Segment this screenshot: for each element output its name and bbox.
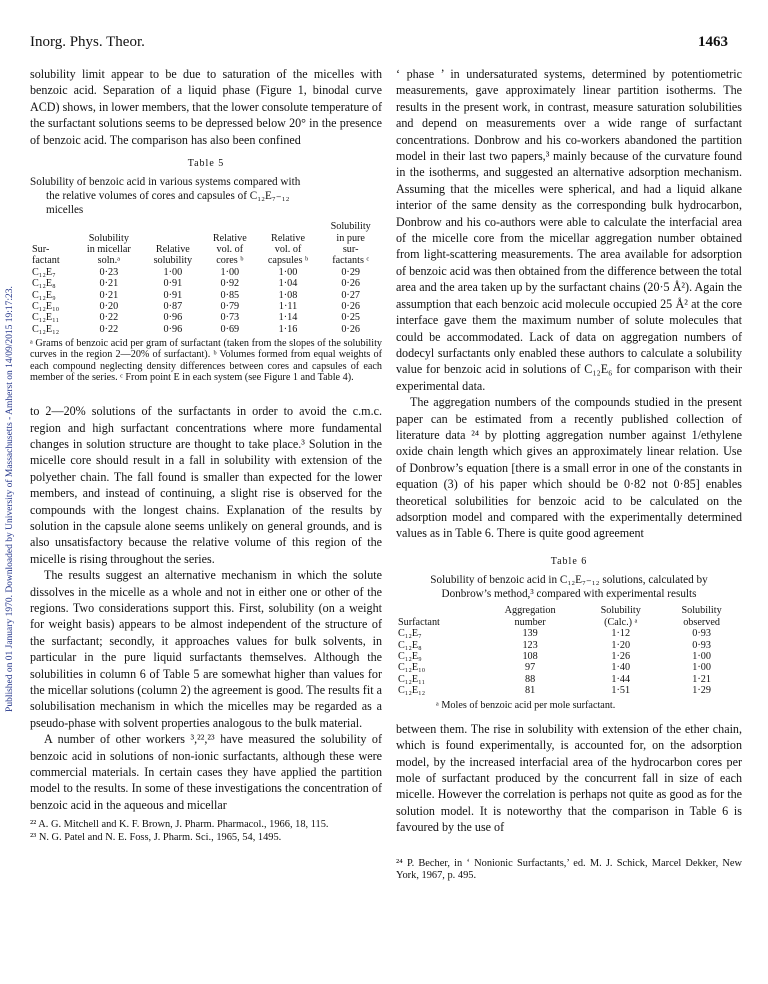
column-header: Solubility (Calc.) ᵃ xyxy=(600,605,641,628)
paragraph: A number of other workers ³,²²,²³ have measured the solubility of benzoic acid in solutions of non-ionic surfactants, although these were commercial materials. In certain cases they have applied the partition model to the results. In some of these investigations the concentration of benzoic acid in the aqueous and micellar xyxy=(30,732,382,812)
paragraph: solubility limit appear to be due to saturation of the micelles with benzoic acid. Separation of a liquid phase (Figure 1, binodal curve ACD) shows, in lower members, that the lower consolute temperature of the surfactant solutions seems to be depressed below 20° in the presence of benzoic acid. The comparison has also been confined xyxy=(30,67,382,147)
table-cell: 1·14 xyxy=(278,312,298,324)
table-cell: 97 xyxy=(525,662,536,674)
table-cell: 1·20 xyxy=(611,639,631,651)
table-row xyxy=(396,685,742,696)
table-cell: 1·21 xyxy=(692,673,711,685)
left-column xyxy=(30,66,382,844)
table-cell: 0·93 xyxy=(692,639,711,651)
paragraph: The aggregation numbers of the compounds studied in the present paper can be estimated from a recently published collection of literature data ²⁴ by plotting aggregation number against 1/ethylene oxide chain length which gives an approximately linear relation. Use of Donbrow’s equation [there is a small error in one of the constants in equation (3) of his paper which should be 0·82 not 0·85] enables theoretical solubilities for benzoic acid to be calculated on the adsorption model and compared with the experimentally determined values as in Table 6. There is quite good agreement xyxy=(396,395,742,541)
footnote-22: ²² A. G. Mitchell and K. F. Brown, J. Pharm. Pharmacol., 1966, 18, 115. xyxy=(30,819,329,831)
table-cell: 0·26 xyxy=(341,301,361,313)
table-cell: 1·44 xyxy=(611,673,631,685)
table-cell: 1·00 xyxy=(278,266,298,278)
table-row xyxy=(30,312,382,323)
footnotes xyxy=(396,858,742,883)
caption-line: the relative volumes of cores and capsules of C₁₂E₇₋₁₂ xyxy=(46,190,290,203)
table-cell: C₁₂E₉ xyxy=(398,651,422,662)
table-cell: 1·11 xyxy=(278,301,298,313)
table-cell: C₁₂E₉ xyxy=(32,289,56,301)
table-cell: 0·26 xyxy=(341,323,361,335)
column-header: Solubility in micellar soln.ᵃ xyxy=(86,232,131,267)
table-cell: 0·79 xyxy=(220,301,240,313)
caption-line: Donbrow’s method,³ compared with experimental results xyxy=(441,587,697,600)
table-cell: 0·22 xyxy=(99,323,119,335)
table-row xyxy=(396,628,742,639)
table-cell: 0·23 xyxy=(99,266,119,278)
column-header: Sur- factant xyxy=(32,244,60,267)
caption-line: Solubility of benzoic acid in various systems compared with xyxy=(30,176,301,189)
table-cell: 0·93 xyxy=(692,628,711,640)
table-row xyxy=(396,662,742,673)
table-cell: 0·21 xyxy=(99,278,119,290)
table-cell: 108 xyxy=(522,651,538,662)
table6-label: Table 6 xyxy=(550,555,588,567)
table-cell: 0·96 xyxy=(163,312,183,324)
table-cell: C₁₂E₇ xyxy=(398,628,422,640)
table-row xyxy=(396,674,742,685)
running-header xyxy=(30,34,728,56)
table-cell: 1·12 xyxy=(611,628,631,640)
column-header: Surfactant xyxy=(398,616,440,628)
column-header: Relative vol. of cores ᵇ xyxy=(212,232,247,267)
column-header: Aggregation number xyxy=(504,605,556,628)
paragraph: The results suggest an alternative mechanism in which the solute dissolves in the micelle as a whole and not in either one or other of the regions. Two considerations support this. First, solubility (on a weight for weight basis) appears to be almost independent of the structure of the surfactant; secondly, it approaches values for bulk solvents, in particular in the pure liquid surfactants themselves. Although the solubilities in column 6 of Table 5 are somewhat higher than values for the micellar solutions (column 2) the agreement is good. The results fit a solubilisation mechanism in which the micelles may be regarded as a pseudo-phase with solvent properties analogous to the bulk material. xyxy=(30,568,382,730)
table-cell: 0·21 xyxy=(99,289,119,301)
table-row xyxy=(30,290,382,301)
table-cell: 1·29 xyxy=(692,685,711,697)
table-row xyxy=(396,651,742,662)
table5 xyxy=(30,221,382,335)
table-cell: 0·87 xyxy=(163,301,183,313)
table-cell: 88 xyxy=(525,673,536,685)
table-cell: 0·29 xyxy=(341,266,361,278)
table-cell: C₁₂E₇ xyxy=(32,266,56,278)
table-cell: 1·00 xyxy=(692,662,711,674)
table-cell: 1·51 xyxy=(611,685,631,697)
table-cell: 0·92 xyxy=(220,278,240,290)
column-header: Solubility observed xyxy=(681,605,722,628)
paragraph: ‘ phase ’ in undersaturated systems, determined by potentiometric measurements, gave approximately linear partition isotherms. The results in the present work, in contrast, measure saturation solubilities and depend on measurements over a wide range of surfactant concentrations. Donbrow and his co-workers abandoned the partition model in their last two papers,³ mainly because of the curvature found in the isotherms, and suggested an alternative adsorption mechanism. Assuming that the micelles were spherical, and had a liquid alkane interior of the same density as the corresponding bulk hydrocarbon, Donbrow and his co-authors were able to calculate the interfacial area of the micelle core from the micellar aggregation number obtained from light-scattering measurements. The area available for adsorption of benzoic acid was then obtained from the difference between the total area and the area taken up by the surfactant chains (20·5 Å²). Again the assumption that each benzoic acid molecule occupied 25 Å² at the core interface gave them the maximum number of solute molecules that could be accommodated. Lack of data on aggregation numbers of dodecyl surfactants only enabled these authors to calculate a solubility value for benzoic acid in solutions of C₁₂E₆ for comparison with their experimental data. xyxy=(396,67,742,393)
page-number: 1463 xyxy=(698,34,728,50)
column-header: Solubility in pure sur- factants ᶜ xyxy=(330,221,371,267)
journal-title: Inorg. Phys. Theor. xyxy=(30,34,145,50)
table5-caption xyxy=(30,176,382,217)
table-cell: 1·40 xyxy=(611,662,631,674)
footnote-23: ²³ N. G. Patel and N. E. Foss, J. Pharm. Sci., 1965, 54, 1495. xyxy=(30,831,282,843)
table-cell: 1·00 xyxy=(692,651,711,662)
table-cell: 0·22 xyxy=(99,312,119,324)
table-cell: 0·73 xyxy=(220,312,240,324)
footnote-24: ²⁴ P. Becher, in ‘ Nonionic Surfactants,’ ed. M. J. Schick, Marcel Dekker, New York, 1967, p. 495. xyxy=(396,857,742,882)
table-cell: 81 xyxy=(525,685,536,697)
table-cell: 1·08 xyxy=(278,289,298,301)
table-cell: C₁₂E₁₁ xyxy=(398,673,426,685)
table5-footnote: ᵃ Grams of benzoic acid per gram of surfactant (taken from the slopes of the solubility curves in the region 2—20% of surfactant). ᵇ Volumes formed from equal weights of each compound neglecting density differences between cores and capsules of each member of the series. ᶜ From point E in each system (see Figure 1 and Table 4). xyxy=(30,338,382,383)
table-row xyxy=(396,640,742,651)
watermark-text: Published on 01 January 1970. Downloaded by University of Massachusetts - Amherst on 14/09/2015 19:17:23. xyxy=(5,286,15,712)
table-row xyxy=(30,267,382,278)
table-cell: 0·91 xyxy=(163,278,183,290)
table-cell: C₁₂E₁₁ xyxy=(32,312,60,324)
table-cell: 0·26 xyxy=(341,278,361,290)
paragraph: between them. The rise in solubility with extension of the ether chain, which is found experimentally, is accounted for, on the adsorption model, by the increased interfacial area of the hydrocarbon cores per mole of surfactant produced by the concurrent fall in size of each micelle. However the correlation is perhaps not quite as good as for the solution model. It is noteworthy that the comparison in Table 6 is favoured by the use of xyxy=(396,721,742,835)
table-cell: 1·26 xyxy=(611,651,631,662)
table-row xyxy=(30,278,382,289)
table-cell: 1·00 xyxy=(220,266,240,278)
table-cell: 0·25 xyxy=(341,312,361,324)
column-header: Relative vol. of capsules ᵇ xyxy=(267,232,309,267)
caption-line: micelles xyxy=(46,203,84,216)
download-watermark xyxy=(4,120,20,880)
paragraph: to 2—20% solutions of the surfactants in order to avoid the c.m.c. region and high surfactant concentrations where more fundamental changes in solution structure are thought to take place.³ Solution in the micelle core should result in a fall in solubility with extension of the polyether chain. The fall found is smaller than expected for the lower members, and instead of continuing, a slight rise is observed for the compounds with the longest chains. Explanation of the results by solution in the capsule alone seems unlikely on general grounds, and is also unsatisfactory because the relative volume of this region of the micelle is rising throughout the series. xyxy=(30,404,382,566)
table-cell: 0·20 xyxy=(99,301,119,313)
table-cell: C₁₂E₁₂ xyxy=(32,323,60,335)
table-cell: 1·16 xyxy=(278,323,298,335)
table5-label: Table 5 xyxy=(187,158,225,170)
table-cell: 139 xyxy=(522,628,538,640)
caption-line: Solubility of benzoic acid in C₁₂E₇₋₁₂ solutions, calculated by xyxy=(430,574,708,587)
table-cell: C₁₂E₁₀ xyxy=(32,301,60,313)
table6-footnote: ᵃ Moles of benzoic acid per mole surfactant. xyxy=(436,699,616,711)
table-cell: 0·27 xyxy=(341,289,361,301)
table-cell: 0·91 xyxy=(163,289,183,301)
right-column xyxy=(396,66,742,882)
table-row xyxy=(30,301,382,312)
table-cell: 0·69 xyxy=(220,323,240,335)
table-cell: C₁₂E₁₀ xyxy=(398,662,426,674)
table-cell: 123 xyxy=(522,639,538,651)
table6-caption xyxy=(396,574,742,601)
table-cell: 0·96 xyxy=(163,323,183,335)
table-row xyxy=(30,324,382,335)
table6 xyxy=(396,605,742,696)
table-cell: 0·85 xyxy=(220,289,240,301)
table-cell: C₁₂E₈ xyxy=(32,278,56,290)
table-cell: C₁₂E₈ xyxy=(398,639,422,651)
table-cell: 1·00 xyxy=(163,266,183,278)
footnotes xyxy=(30,819,382,844)
table-cell: C₁₂E₁₂ xyxy=(398,685,426,697)
table-cell: 1·04 xyxy=(278,278,298,290)
column-header: Relative solubility xyxy=(153,244,193,267)
